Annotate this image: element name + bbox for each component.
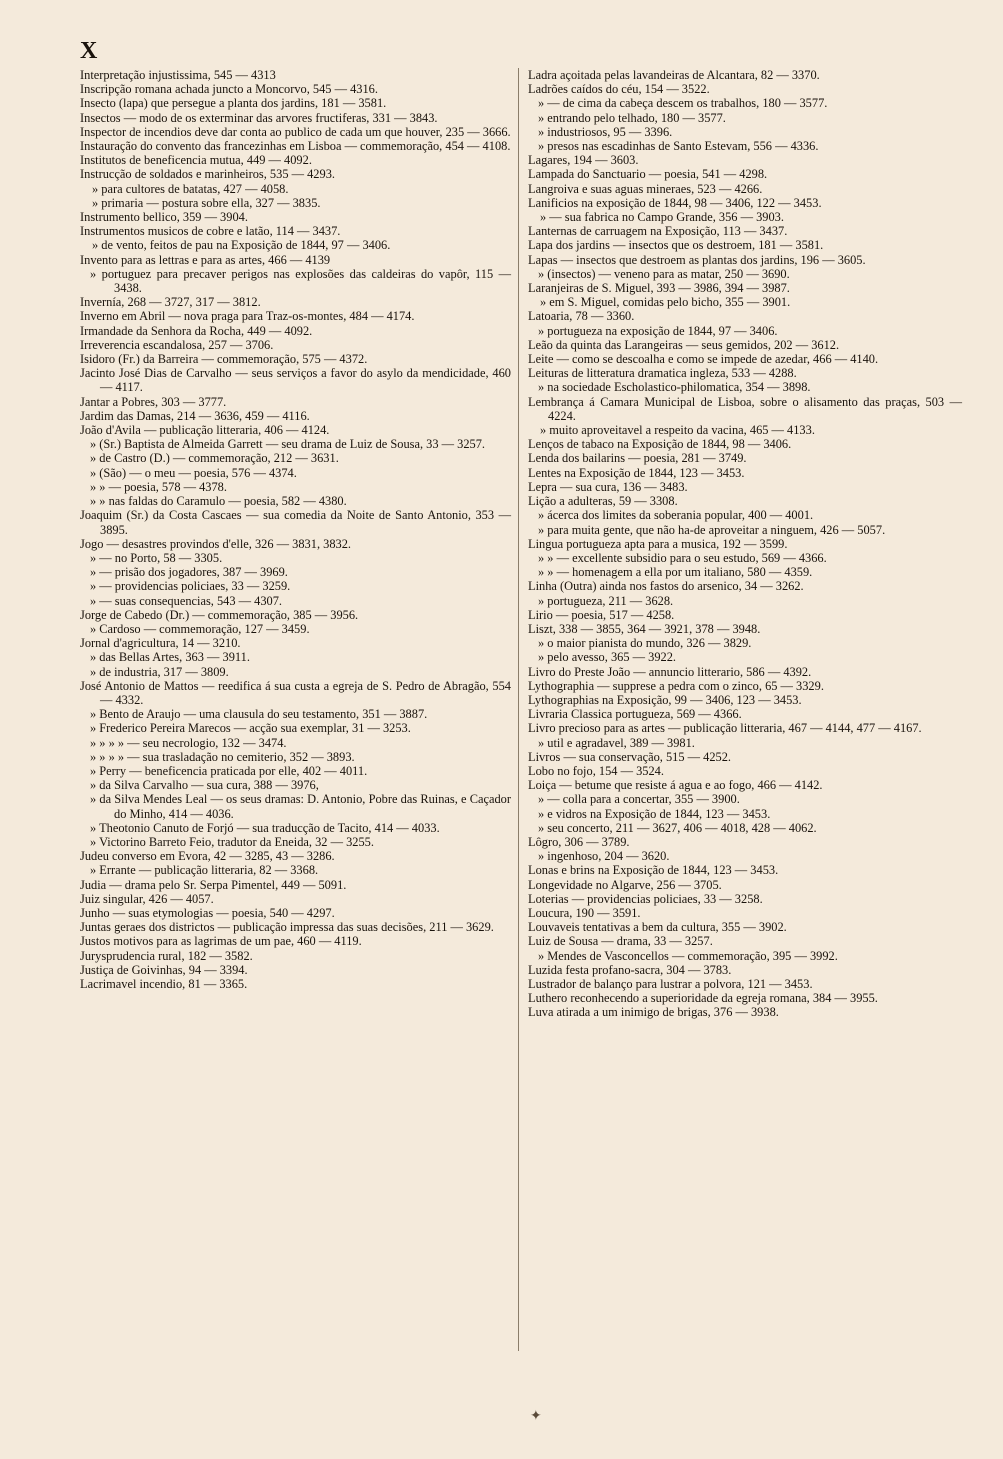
index-entry: Jantar a Pobres, 303 — 3777. — [80, 394, 227, 409]
index-entry: Langroiva e suas aguas mineraes, 523 — 4266. — [528, 181, 763, 196]
index-entry: Luiz de Sousa — drama, 33 — 3257. — [528, 934, 713, 949]
index-entry: Livraria Classica portugueza, 569 — 4366. — [528, 707, 742, 722]
index-entry: » Cardoso — commemoração, 127 — 3459. — [90, 621, 310, 636]
index-entry: Louvaveis tentativas a bem da cultura, 355 — 3902. — [528, 920, 787, 935]
index-entry: » » nas faldas do Caramulo — poesia, 582 — 4380. — [90, 494, 347, 509]
index-entry: » Theotonio Canuto de Forjó — sua traducção de Tacito, 414 — 4033. — [90, 820, 440, 835]
index-entry: » de industria, 317 — 3809. — [90, 664, 229, 679]
index-entry: Lenda dos bailarins — poesia, 281 — 3749. — [528, 451, 747, 466]
index-entry: Inverno em Abril — nova praga para Traz-os-montes, 484 — 4174. — [80, 309, 415, 324]
index-entry: Jurysprudencia rural, 182 — 3582. — [80, 948, 253, 963]
index-entry: » Mendes de Vasconcellos — commemoração, 395 — 3992. — [538, 948, 838, 963]
index-entry: Lepra — sua cura, 136 — 3483. — [528, 479, 688, 494]
index-entry: Ladrões caídos do céu, 154 — 3522. — [528, 82, 710, 97]
index-entry: Leite — como se descoalha e como se impede de azedar, 466 — 4140. — [528, 352, 879, 367]
index-entry: Judia — drama pelo Sr. Serpa Pimentel, 449 — 5091. — [80, 877, 347, 892]
index-entry: Laranjeiras de S. Miguel, 393 — 3986, 394 — 3987. — [528, 281, 790, 296]
index-entry: Interpretação injustissima, 545 — 4313 — [80, 68, 276, 82]
index-entry: Inscripção romana achada juncto a Moncorvo, 545 — 4316. — [80, 82, 378, 97]
index-entry: » industriosos, 95 — 3396. — [538, 124, 673, 139]
index-entry: » Frederico Pereira Marecos — acção sua exemplar, 31 — 3253. — [90, 721, 411, 736]
index-entry: » em S. Miguel, comidas pelo bicho, 355 — 3901. — [540, 295, 791, 310]
index-entry: » util e agradavel, 389 — 3981. — [538, 735, 695, 750]
right-column — [528, 68, 962, 1020]
index-entry: Instauração do convento das francezinhas em Lisboa — commemoração, 454 — 4108. — [80, 139, 511, 154]
index-entry: Invernía, 268 — 3727, 317 — 3812. — [80, 295, 261, 310]
index-entry: Lingua portugueza apta para a musica, 192 — 3599. — [528, 536, 788, 551]
index-entry: Lapa dos jardins — insectos que os destroem, 181 — 3581. — [528, 238, 824, 253]
index-entry: » na sociedade Escholastico-philomatica, 354 — 3898. — [538, 380, 811, 395]
index-entry: » Errante — publicação litteraria, 82 — 3368. — [90, 863, 319, 878]
index-entry: Livro do Preste João — annuncio litterario, 586 — 4392. — [528, 664, 812, 679]
index-entry: José Antonio de Mattos — reedifica á sua custa a egreja de S. Pedro de Abragão, 554 — 4332. — [80, 678, 511, 707]
index-entry: Lagares, 194 — 3603. — [528, 153, 639, 168]
index-entry: Liszt, 338 — 3855, 364 — 3921, 378 — 3948. — [528, 621, 761, 636]
index-entry: » — no Porto, 58 — 3305. — [90, 550, 223, 565]
index-entry: Loiça — betume que resiste á agua e ao fogo, 466 — 4142. — [528, 778, 823, 793]
index-entry: Longevidade no Algarve, 256 — 3705. — [528, 877, 722, 892]
index-entry: Lirio — poesia, 517 — 4258. — [528, 607, 675, 622]
index-entry: Loterias — providencias policiaes, 33 — 3258. — [528, 891, 763, 906]
index-entry: Leão da quinta das Larangeiras — seus gemidos, 202 — 3612. — [528, 337, 840, 352]
index-entry: » — de cima da cabeça descem os trabalhos, 180 — 3577. — [538, 96, 828, 111]
index-entry: Inspector de incendios deve dar conta ao publico de cada um que houver, 235 — 3666. — [80, 124, 511, 139]
index-entry: Jacinto José Dias de Carvalho — seus serviços a favor do asylo da mendicidade, 460 — 4117. — [80, 366, 511, 395]
index-entry: » pelo avesso, 365 — 3922. — [538, 650, 677, 665]
index-entry: Jardim das Damas, 214 — 3636, 459 — 4116. — [80, 408, 310, 423]
index-entry: Lampada do Sanctuario — poesia, 541 — 4298. — [528, 167, 768, 182]
index-entry: Institutos de beneficencia mutua, 449 — 4092. — [80, 153, 312, 168]
index-entry: » primaria — postura sobre ella, 327 — 3835. — [92, 195, 321, 210]
index-entry: Instrucção de soldados e marinheiros, 535 — 4293. — [80, 167, 335, 182]
index-entry: Jogo — desastres provindos d'elle, 326 — 3831, 3832. — [80, 536, 352, 551]
index-entry: » Victorino Barreto Feio, tradutor da Eneida, 32 — 3255. — [90, 834, 374, 849]
index-entry: » Perry — beneficencia praticada por elle, 402 — 4011. — [90, 763, 368, 778]
index-entry: Justos motivos para as lagrimas de um pae, 460 — 4119. — [80, 934, 362, 949]
index-entry: » » — excellente subsidio para o seu estudo, 569 — 4366. — [538, 550, 827, 565]
index-entry: » (Sr.) Baptista de Almeida Garrett — seu drama de Luiz de Sousa, 33 — 3257. — [90, 437, 486, 452]
index-entry: Leituras de litteratura dramatica ingleza, 533 — 4288. — [528, 366, 797, 381]
index-entry: Insecto (lapa) que persegue a planta dos jardins, 181 — 3581. — [80, 96, 387, 111]
index-entry: Lentes na Exposição de 1844, 123 — 3453. — [528, 465, 745, 480]
index-entry: » da Silva Mendes Leal — os seus dramas: D. Antonio, Pobre das Ruinas, e Caçador do Minho, 414 — 4036. — [90, 792, 511, 821]
index-entry: » » » » — sua trasladação no cemiterio, 352 — 3893. — [90, 749, 355, 764]
index-entry: Junho — suas etymologias — poesia, 540 — 4297. — [80, 905, 335, 920]
index-entry: » portugueza na exposição de 1844, 97 — 3406. — [538, 323, 778, 338]
index-entry: » — sua fabrica no Campo Grande, 356 — 3903. — [540, 210, 784, 225]
index-entry: » » — poesia, 578 — 4378. — [90, 479, 227, 494]
ornament-icon: ✦ — [530, 1409, 542, 1424]
index-entry: Lobo no fojo, 154 — 3524. — [528, 763, 664, 778]
index-entry: » da Silva Carvalho — sua cura, 388 — 3976, — [90, 778, 319, 793]
index-entry: » ingenhoso, 204 — 3620. — [538, 849, 670, 864]
index-entry: Joaquim (Sr.) da Costa Cascaes — sua comedia da Noite de Santo Antonio, 353 — 3895. — [80, 508, 511, 537]
index-entry: Lôgro, 306 — 3789. — [528, 834, 630, 849]
index-entry: Luzida festa profano-sacra, 304 — 3783. — [528, 962, 732, 977]
index-entry: » — providencias policiaes, 33 — 3259. — [90, 579, 291, 594]
index-entry: » ácerca dos limites da soberania popular, 400 — 4001. — [538, 508, 814, 523]
index-entry: » entrando pelo telhado, 180 — 3577. — [538, 110, 726, 125]
left-column — [80, 68, 511, 991]
index-entry: Irreverencia escandalosa, 257 — 3706. — [80, 337, 274, 352]
index-entry: Jorge de Cabedo (Dr.) — commemoração, 385 — 3956. — [80, 607, 359, 622]
index-entry: » (São) — o meu — poesia, 576 — 4374. — [90, 465, 297, 480]
index-entry: » seu concerto, 211 — 3627, 406 — 4018, 428 — 4062. — [538, 820, 817, 835]
index-entry: Ladra açoitada pelas lavandeiras de Alcantara, 82 — 3370. — [528, 68, 820, 82]
index-entry: Jornal d'agricultura, 14 — 3210. — [80, 636, 241, 651]
index-entry: Invento para as lettras e para as artes, 466 — 4139 — [80, 252, 331, 267]
index-entry: » — colla para a concertar, 355 — 3900. — [538, 792, 740, 807]
index-entry: Lição a adulteras, 59 — 3308. — [528, 494, 678, 509]
index-entry: » para muita gente, que não ha-de aproveitar a ninguem, 426 — 5057. — [538, 522, 886, 537]
page-number: X — [80, 38, 99, 64]
index-entry: » (insectos) — veneno para as matar, 250 — 3690. — [538, 266, 790, 281]
index-entry: Lustrador de balanço para lustrar a polvora, 121 — 3453. — [528, 977, 813, 991]
index-entry: Judeu converso em Evora, 42 — 3285, 43 — 3286. — [80, 849, 335, 864]
index-entry: Lythographia — supprese a pedra com o zinco, 65 — 3329. — [528, 678, 824, 693]
index-entry: Luva atirada a um inimigo de brigas, 376 — 3938. — [528, 1005, 779, 1020]
index-entry: Livro precioso para as artes — publicação litteraria, 467 — 4144, 477 — 4167. — [528, 721, 922, 736]
index-entry: Lonas e brins na Exposição de 1844, 123 — 3453. — [528, 863, 779, 878]
index-entry: Linha (Outra) ainda nos fastos do arsenico, 34 — 3262. — [528, 579, 804, 594]
index-entry: Lacrimavel incendio, 81 — 3365. — [80, 977, 248, 991]
index-entry: Latoaria, 78 — 3360. — [528, 309, 635, 324]
index-entry: » Bento de Araujo — uma clausula do seu testamento, 351 — 3887. — [90, 707, 428, 722]
column-divider — [518, 68, 519, 1351]
index-entry: Lenços de tabaco na Exposição de 1844, 98 — 3406. — [528, 437, 792, 452]
index-entry: » de vento, feitos de pau na Exposição de 1844, 97 — 3406. — [92, 238, 391, 253]
index-entry: Juiz singular, 426 — 4057. — [80, 891, 214, 906]
index-entry: Justiça de Goivinhas, 94 — 3394. — [80, 962, 248, 977]
index-entry: Lythographias na Exposição, 99 — 3406, 123 — 3453. — [528, 692, 802, 707]
index-entry: Livros — sua conservação, 515 — 4252. — [528, 749, 732, 764]
index-entry: Insectos — modo de os exterminar das arvores fructiferas, 331 — 3843. — [80, 110, 438, 125]
index-entry: Loucura, 190 — 3591. — [528, 905, 641, 920]
index-entry: » presos nas escadinhas de Santo Estevam, 556 — 4336. — [538, 139, 819, 154]
index-entry: » — prisão dos jogadores, 387 — 3969. — [90, 565, 288, 580]
index-entry: » das Bellas Artes, 363 — 3911. — [90, 650, 250, 665]
index-entry: Instrumentos musicos de cobre e latão, 114 — 3437. — [80, 224, 341, 239]
index-entry: » muito aproveitavel a respeito da vacina, 465 — 4133. — [540, 423, 815, 438]
index-entry: João d'Avila — publicação litteraria, 406 — 4124. — [80, 423, 330, 438]
index-entry: » de Castro (D.) — commemoração, 212 — 3631. — [90, 451, 339, 466]
index-entry: Instrumento bellico, 359 — 3904. — [80, 210, 248, 225]
index-entry: » » — homenagem a ella por um italiano, 580 — 4359. — [538, 565, 813, 580]
index-entry: » para cultores de batatas, 427 — 4058. — [92, 181, 289, 196]
index-entry: » portuguez para precaver perigos nas explosões das caldeiras do vapôr, 115 — 3438. — [90, 266, 511, 296]
index-entry: Irmandade da Senhora da Rocha, 449 — 4092. — [80, 323, 313, 338]
index-entry: » — suas consequencias, 543 — 4307. — [90, 593, 283, 608]
index-entry: » e vidros na Exposição de 1844, 123 — 3453. — [538, 806, 771, 821]
index-entry: Lanternas de carruagem na Exposição, 113 — 3437. — [528, 224, 788, 239]
index-entry: Juntas geraes dos districtos — publicação impressa das suas decisões, 211 — 3629. — [80, 920, 494, 935]
index-entry: Luthero reconhecendo a superioridade da egreja romana, 384 — 3955. — [528, 991, 878, 1006]
index-entry: Lapas — insectos que destroem as plantas dos jardins, 196 — 3605. — [528, 252, 866, 267]
index-entry: » portugueza, 211 — 3628. — [538, 593, 674, 608]
index-entry: » o maior pianista do mundo, 326 — 3829. — [538, 636, 752, 651]
index-entry: » » » » — seu necrologio, 132 — 3474. — [90, 735, 287, 750]
index-entry: Lanificios na exposição de 1844, 98 — 3406, 122 — 3453. — [528, 195, 822, 210]
index-entry: Lembrança á Camara Municipal de Lisboa, sobre o alisamento das praças, 503 — 4224. — [528, 394, 962, 423]
index-entry: Isidoro (Fr.) da Barreira — commemoração, 575 — 4372. — [80, 352, 368, 367]
